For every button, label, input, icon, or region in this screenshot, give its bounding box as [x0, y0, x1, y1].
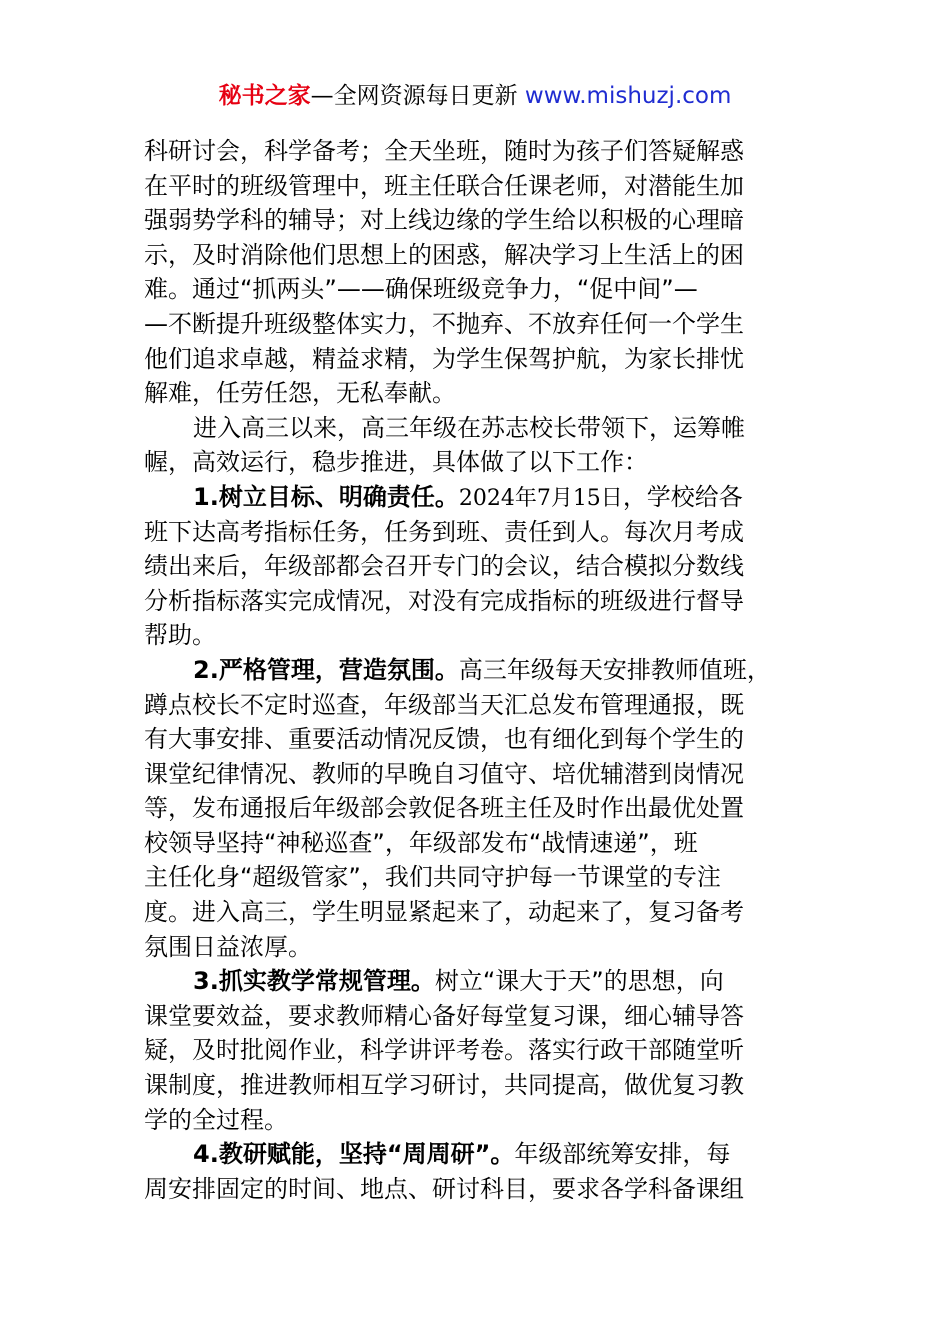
text-line: 课堂要效益，要求教师精心备好每堂复习课，细心辅导答 — [144, 1001, 744, 1030]
text-line: 幄，高效运行，稳步推进，具体做了以下工作： — [144, 448, 648, 477]
section-1-title: 1.树立目标、明确责任。 — [193, 482, 459, 511]
text-line: 课堂纪律情况、教师的早晚自习值守、培优辅潜到岗情况 — [144, 759, 744, 788]
text-line: 等，发布通报后年级部会敦促各班主任及时作出最优处置 — [144, 794, 744, 823]
site-header — [0, 80, 950, 112]
text-line: 帮助。 — [144, 621, 216, 650]
text-line: 他们追求卓越，精益求精，为学生保驾护航，为家长排忧 — [144, 344, 744, 373]
site-url-link[interactable]: www.mishuzj.com — [524, 83, 732, 109]
text-line: 课制度，推进教师相互学习研讨，共同提高，做优复习教 — [144, 1071, 744, 1100]
text-line: 示，及时消除他们思想上的困惑，解决学习上生活上的困 — [144, 240, 744, 269]
section-2-title: 2.严格管理，营造氛围。 — [193, 655, 459, 684]
section-4-heading-line: 4.教研赋能，坚持“周周研”。年级部统筹安排，每 — [193, 1140, 731, 1169]
section-2-heading-line: 2.严格管理，营造氛围。高三年级每天安排教师值班， — [193, 655, 771, 684]
text-line: 科研讨会，科学备考；全天坐班，随时为孩子们答疑解惑 — [144, 137, 744, 165]
brand-name: 秘书之家 — [218, 83, 311, 109]
text-line: 强弱势学科的辅导；对上线边缘的学生给以积极的心理暗 — [144, 206, 744, 235]
text-line: 疑，及时批阅作业，科学讲评考卷。落实行政干部随堂听 — [144, 1036, 744, 1065]
section-1-heading-line: 1.树立目标、明确责任。2024年7月15日，学校给各 — [193, 482, 743, 511]
paragraph-first-line: 进入高三以来，高三年级在苏志校长带领下，运筹帷 — [193, 413, 745, 442]
text-line: 蹲点校长不定时巡查，年级部当天汇总发布管理通报，既 — [144, 690, 744, 719]
text-line: 解难，任劳任怨，无私奉献。 — [144, 379, 456, 408]
text-line: 氛围日益浓厚。 — [144, 932, 312, 961]
text-line: 有大事安排、重要活动情况反馈，也有细化到每个学生的 — [144, 725, 744, 754]
text-line: —不断提升班级整体实力，不抛弃、不放弃任何一个学生 — [144, 309, 744, 338]
text-line: 分析指标落实完成情况，对没有完成指标的班级进行督导 — [144, 586, 744, 615]
text-line: 学的全过程。 — [144, 1105, 288, 1134]
text-line: 校领导坚持“神秘巡查”，年级部发布“战情速递”，班 — [144, 828, 698, 857]
header-tagline: —全网资源每日更新 — [310, 83, 525, 109]
text-line: 度。进入高三，学生明显紧起来了，动起来了，复习备考 — [144, 898, 744, 927]
text-line: 在平时的班级管理中，班主任联合任课老师，对潜能生加 — [144, 171, 744, 200]
section-1-date: 2024年7月15日 — [458, 485, 623, 511]
section-3-heading-line: 3.抓实教学常规管理。树立“课大于天”的思想，向 — [193, 967, 724, 996]
section-3-title: 3.抓实教学常规管理。 — [193, 967, 435, 996]
section-4-title: 4.教研赋能，坚持“周周研”。 — [193, 1140, 515, 1169]
text-line: 主任化身“超级管家”，我们共同守护每一节课堂的专注 — [144, 863, 721, 892]
text-line: 绩出来后，年级部都会召开专门的会议，结合模拟分数线 — [144, 552, 744, 581]
document-body — [144, 134, 824, 1206]
text-line: 周安排固定的时间、地点、研讨科目，要求各学科备课组 — [144, 1174, 744, 1203]
text-line: 难。通过“抓两头”——确保班级竞争力，“促中间”— — [144, 275, 698, 304]
text-line: 班下达高考指标任务，任务到班、责任到人。每次月考成 — [144, 517, 744, 546]
